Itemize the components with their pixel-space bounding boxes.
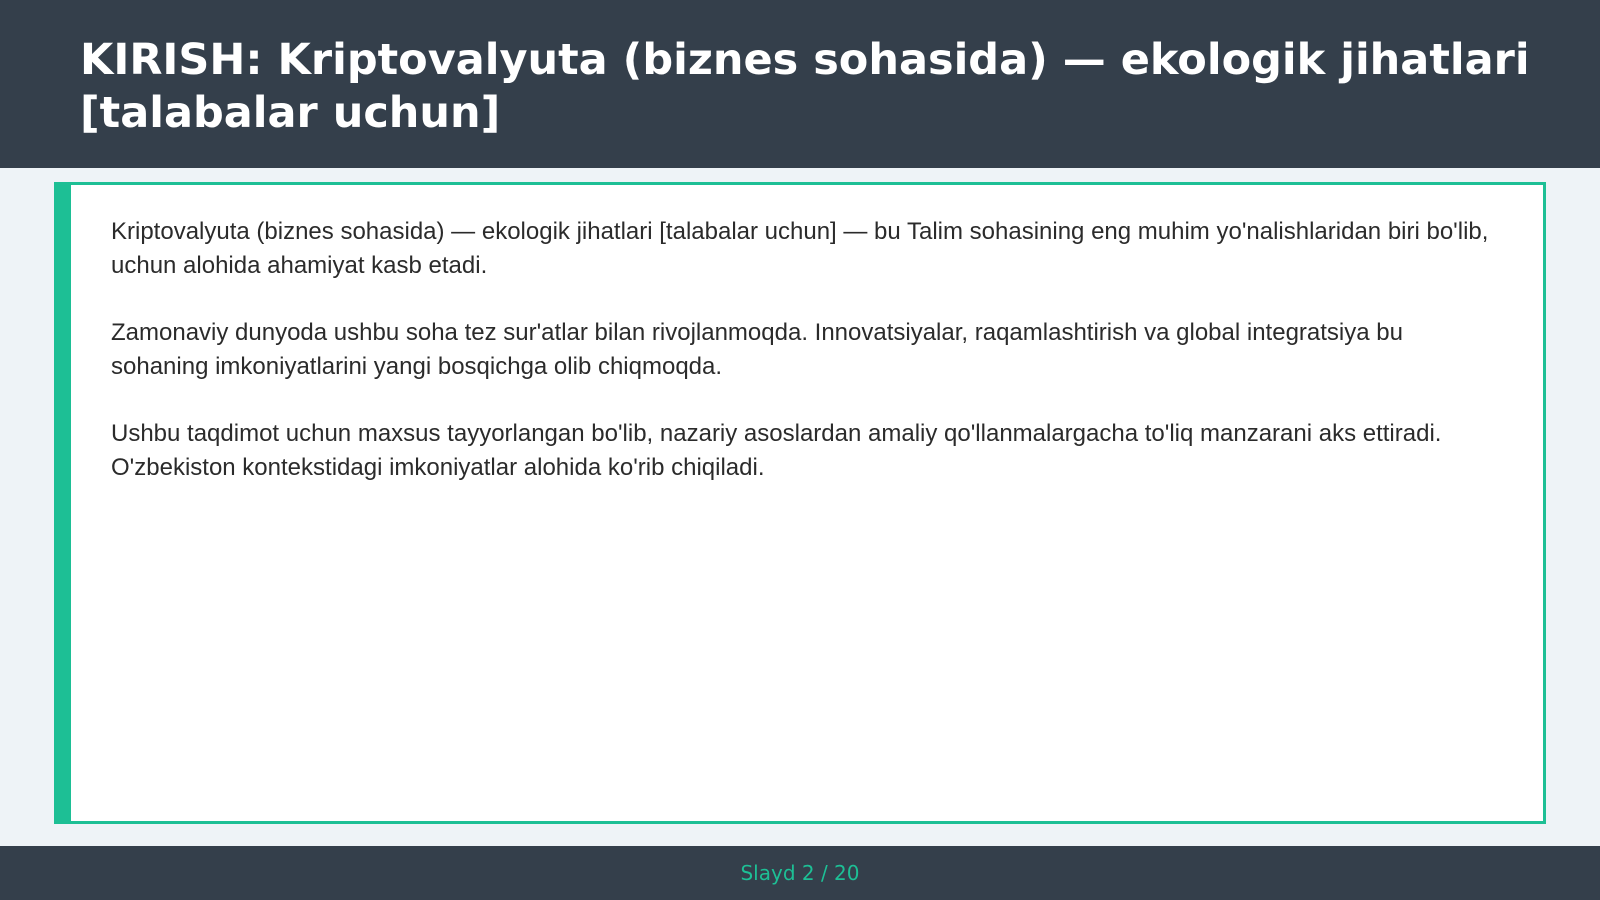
presentation-scope-paragraph: Ushbu taqdimot uchun maxsus tayyorlangan bo'lib, nazariy asoslardan amaliy qo'llanmalargacha to'liq manzarani aks ettiradi. O'zbekiston kontekstidagi imkoniyatlar alohida ko'rib chiqiladi.: [111, 420, 1442, 481]
intro-paragraph: Kriptovalyuta (biznes sohasida) — ekologik jihatlari [talabalar uchun] — bu Talim sohasining eng muhim yo'nalishlaridan biri bo'lib, uchun alohida ahamiyat kasb etadi.: [111, 218, 1489, 279]
slide-header: [0, 0, 1600, 168]
content-card: [54, 182, 1546, 824]
modern-world-paragraph: Zamonaviy dunyoda ushbu soha tez sur'atlar bilan rivojlanmoqda. Innovatsiyalar, raqamlashtirish va global integratsiya bu sohaning imkoniyatlarini yangi bosqichga olib chiqmoqda.: [111, 319, 1403, 380]
slide-number: Slayd 2 / 20: [740, 861, 860, 885]
slide-title: KIRISH: Kriptovalyuta (biznes sohasida) — ekologik jihatlari [talabalar uchun]: [80, 35, 1530, 138]
slide-footer: [0, 846, 1600, 900]
content-body: [111, 215, 1501, 518]
